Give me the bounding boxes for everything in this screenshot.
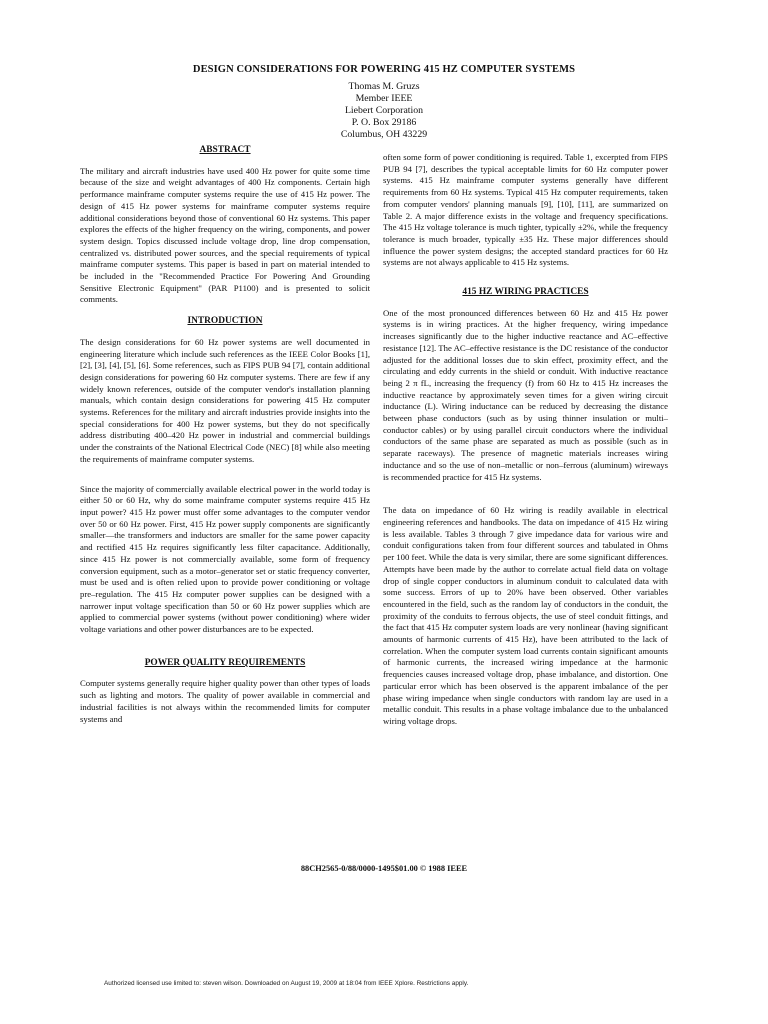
author-membership: Member IEEE [355,93,413,104]
wiring-heading: 415 HZ WIRING PRACTICES [462,287,589,298]
copyright-footer: 88CH2565-0/88/0000-1495$01.00 © 1988 IEEE [300,864,468,873]
author-block [0,81,768,141]
introduction-paragraph-1: The design considerations for 60 Hz power systems are well documented in engineering literature which include such references as the IEEE Color Books [1], [2], [3], [4], [5], [6]. Some references, such as FIPS PUB 94 [7], contain additional design considerations for powering 60 Hz computer systems. There are few if any widely known references, outside of the computer vendor's installation planning manuals, which contain design considerations for powering 415 Hz computer systems. References for the military and aircraft industries provide insights into the special considerations for 400 Hz power systems, but they do not specifically address distributing 400–420 Hz power in industrial and commercial buildings under the constraints of the National Electrical Code (NEC) [8] while also meeting the requirements of mainframe computer systems. [80,336,370,464]
author-city: Columbus, OH 43229 [340,129,428,140]
abstract-heading: ABSTRACT [199,145,251,155]
paper-title: DESIGN CONSIDERATIONS FOR POWERING 415 HZ COMPUTER SYSTEMS [192,64,576,75]
author-address: P. O. Box 29186 [351,117,417,128]
abstract-text: The military and aircraft industries have used 400 Hz power for quite some time because of the size and weight advantages of 400 Hz components. Certain high performance mainframe computer systems require the use of 415 Hz power. The design of 415 Hz power systems for mainframe computer systems require additional considerations beyond those of conventional 60 Hz systems. This paper explores the effects of the higher frequency on the wiring, components, and power system design. Topics discussed include voltage drop, line drop compensation, centralized vs. distributed power sources, and the special requirements of typical mainframe computer systems. This paper is based in part on material intended to be included in the "Recommended Practice For Powering And Grounding Sensitive Electronic Equipment" (PAR P1100) and is presented to solicit comments. [80,165,370,305]
power-quality-paragraph-2: often some form of power conditioning is required. Table 1, excerpted from FIPS PUB 94 [7], describes the typical acceptable limits for 60 Hz computer power systems. 415 Hz mainframe computer systems generally have different requirements from 60 Hz systems. Typical 415 Hz computer requirements, taken from computer vendors' planning manuals [9], [10], [11], are summarized on Table 2. A major difference exists in the voltage and frequency specifications. The 415 Hz voltage tolerance is much tighter, typically ±2%, while the frequency tolerance is much broader, typically ±35 Hz. These major differences should influence the power system designs; the accepted standard practices for 60 Hz systems are not always applicable to 415 Hz systems. [383,152,668,268]
power-quality-paragraph-1: Computer systems generally require higher quality power than other types of loads such as lighting and motors. The quality of power available in commercial and industrial facilities is not always within the recommended limits for computer systems and [80,678,370,724]
author-name: Thomas M. Gruzs [348,81,420,92]
license-notice: Authorized licensed use limited to: steven wilson. Downloaded on August 19, 2009 at 18:04 from IEEE Xplore. Restrictions apply. [104,980,469,987]
left-column [80,145,370,740]
introduction-heading: INTRODUCTION [187,316,263,327]
wiring-paragraph-2: The data on impedance of 60 Hz wiring is readily available in electrical engineering references and handbooks. The data on impedance of 415 Hz wiring is less available. Tables 3 through 7 give impedance data for various wire and conduit configurations taken from four different sources and tabulated in Ohms per 100 feet. While the data is very similar, there are some significant differences. Attempts have been made by the author to correlate actual field data on voltage drop of single copper conductors in aluminum conduit to calculated data with some success. Errors of up to 20% have been observed. Other variables encountered in the field, such as the random lay of conductors in the conduit, the proximity of the conduits to ferrous objects, the use of steel conduit fittings, and the fact that 415 Hz computer system loads are very nonlinear (having significant amounts of harmonic currents of 415 Hz), have been attributed to the lack of correlation. When the computer system load currents contain significant amounts of harmonic currents, the increased wiring impedance at the harmonic frequencies causes increased voltage drop, phase imbalance, and distortion. One particular error which has been observed is the apparent imbalance of the per phase wiring impedance when single conductors with random lay are used in a metallic conduit. This results in a phase voltage imbalance due to the unbalanced wiring voltage drops. [383,505,668,726]
introduction-paragraph-2: Since the majority of commercially available electrical power in the world today is either 50 or 60 Hz, why do some mainframe computer systems require 415 Hz input power? 415 Hz power must offer some advantages to the computer vendor over 50 or 60 Hz power. First, 415 Hz power supply components are significantly smaller—the transformers and inductors are smaller for the same power capacity and rectified 415 Hz requires significantly less filter capacitance. Additionally, since 415 Hz power is not commercially available, some form of frequency conversion equipment, such as a motor–generator set or static frequency converter, must be used and is often relied upon to provide power conditioning or voltage pre–regulation. The 415 Hz computer power supplies can be designed with a narrower input voltage specification than 50 or 60 Hz power supplies which are applied to commercial power systems (without power conditioning) where wider voltage variations and other power disturbances are to be expected. [80,483,370,635]
wiring-paragraph-1: One of the most pronounced differences between 60 Hz and 415 Hz power systems is in wiring practices. At the higher frequency, wiring impedance increases significantly due to the higher inductive reactance and AC–effective resistance [12]. The AC–effective resistance is the DC resistance of the conductor adjusted for the additional losses due to skin effect, proximity effect, and the circulating and eddy currents in the shield or conduit. With inductive reactance being 2 π fL, increasing the frequency (f) from 60 Hz to 415 Hz increases the inductive reactance by approximately seven times for a given wiring circuit inductance (L). Wiring inductance can be reduced by decreasing the distance between phase conductors (such as by using thinner insulation or multi–conductor cables) or by using parallel circuit conductors where the individual conductors of the same phase are separated as much as possible (such as in separate raceways). The presence of magnetic materials increases wiring inductance and so the use of non–metallic or non–ferrous (aluminum) wireways is recommended practice for 415 Hz systems. [383,307,668,482]
author-company: Liebert Corporation [344,105,424,116]
power-quality-heading: POWER QUALITY REQUIREMENTS [144,657,306,668]
right-column [383,152,668,743]
